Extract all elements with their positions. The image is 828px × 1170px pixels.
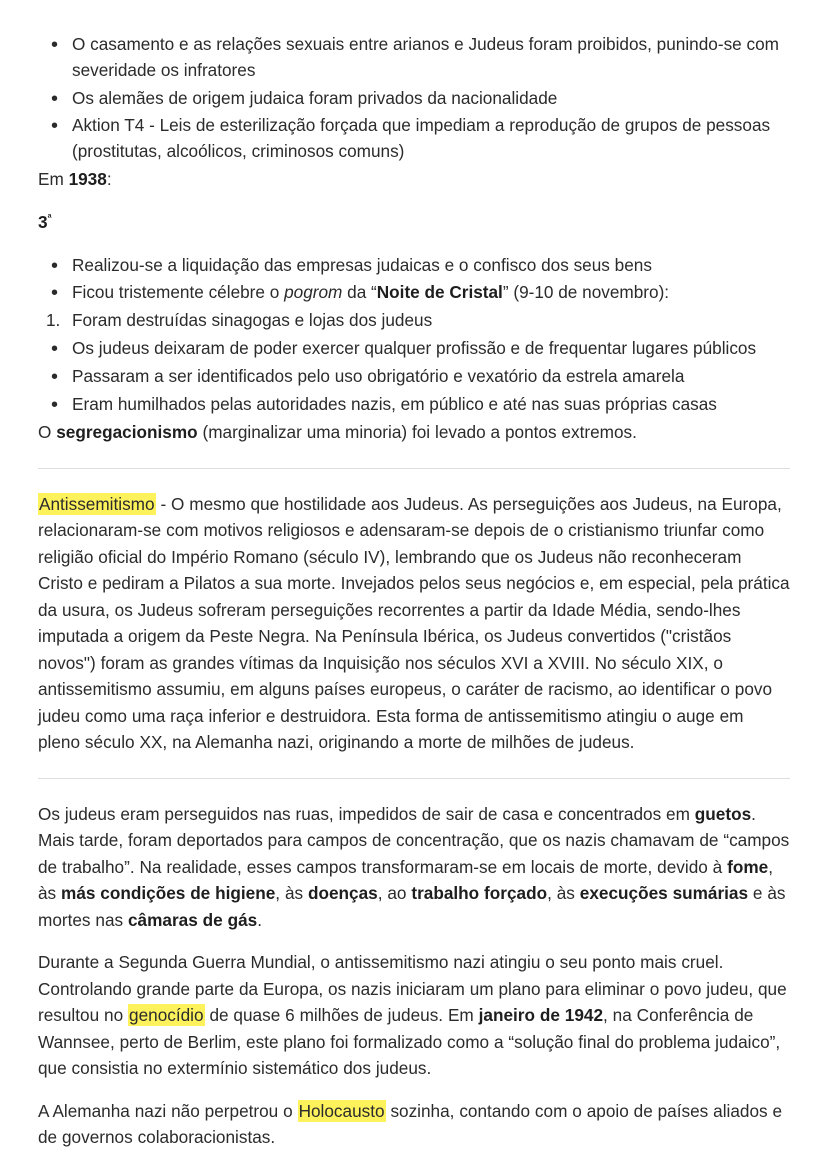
holocausto-s2: sozinha, contando com o apoio de países aliados e de governos colaboracionistas. <box>38 1100 783 1148</box>
list-item-text: O casamento e as relações sexuais entre arianos e Judeus foram proibidos, punindo-se com severidade os infratores <box>72 34 779 80</box>
noite-de-cristal-bold: Noite de Cristal <box>376 282 503 303</box>
bullet-list-1933-measures <box>38 32 790 165</box>
bullet-marker-icon: • <box>51 337 59 360</box>
number-marker: 1. <box>46 310 61 331</box>
list-item <box>38 113 790 165</box>
paragraph-antissemitismo <box>38 491 790 756</box>
paragraph-genocidio <box>38 949 790 1081</box>
list-item-text: Eram humilhados pelas autoridades nazis, em público e até nas suas próprias casas <box>72 393 717 414</box>
list-item <box>38 32 790 84</box>
pogrom-after: ” (9-10 de novembro): <box>502 282 670 303</box>
list-item-text: Os alemães de origem judaica foram privados da nacionalidade <box>72 87 558 108</box>
segregacionismo-term: segregacionismo <box>56 422 198 443</box>
list-item-noite-de-cristal <box>38 280 790 306</box>
list-item-text <box>72 282 669 302</box>
section-divider <box>38 778 790 779</box>
document-body <box>38 32 790 1151</box>
fome-term: fome <box>727 856 769 877</box>
em-1938-lead: Em <box>38 168 69 189</box>
paragraph-em-1938 <box>38 167 790 193</box>
guetos-s5: , ao <box>377 883 412 904</box>
antissemitismo-highlight: Antissemitismo <box>39 493 155 514</box>
list-item <box>38 253 790 279</box>
genocidio-s2: de quase 6 milhões de judeus. Em <box>204 1005 479 1026</box>
bullet-marker-icon: • <box>51 282 59 305</box>
trabalho-forcado-term: trabalho forçado <box>411 883 548 904</box>
heading-third-phase-ordinal: ª <box>47 212 52 225</box>
guetos-s7: e às mortes nas <box>38 883 786 930</box>
paragraph-guetos <box>38 801 790 933</box>
bullet-marker-icon: • <box>51 365 59 388</box>
doencas-term: doenças <box>307 883 378 904</box>
guetos-s1: Os judeus eram perseguidos nas ruas, impedidos de sair de casa e concentrados em <box>38 803 695 824</box>
pogrom-italic: pogrom <box>284 282 343 303</box>
list-item-text: Foram destruídas sinagogas e lojas dos judeus <box>72 310 433 331</box>
segregacionismo-lead: O <box>38 422 57 443</box>
list-item-text: Os judeus deixaram de poder exercer qualquer profissão e de frequentar lugares públicos <box>72 337 757 358</box>
heading-third-phase-number: 3 <box>38 211 48 232</box>
janeiro-1942-term: janeiro de 1942 <box>478 1005 604 1026</box>
em-1938-trail: : <box>106 168 112 189</box>
list-item <box>38 86 790 112</box>
list-item <box>38 392 790 418</box>
holocausto-s1: A Alemanha nazi não perpetrou o <box>38 1100 298 1121</box>
em-1938-year: 1938 <box>68 168 107 189</box>
paragraph-segregacionismo <box>38 419 790 445</box>
heading-third-phase <box>38 210 790 236</box>
list-item-text: Passaram a ser identificados pelo uso obrigatório e vexatório da estrela amarela <box>72 365 685 386</box>
list-item-text: Realizou-se a liquidação das empresas judaicas e o confisco dos seus bens <box>72 254 652 275</box>
bullet-marker-icon: • <box>51 87 59 110</box>
guetos-s2: . Mais tarde, foram deportados para campos de concentração, que os nazis chamavam de “campos de trabalho”. Na realidade, esses campos transformaram-se em locais de morte, devido à <box>38 803 790 877</box>
pogrom-between: da “ <box>342 282 377 303</box>
bullet-list-1938-measures <box>38 253 790 418</box>
bullet-marker-icon: • <box>51 254 59 277</box>
list-item-text: Aktion T4 - Leis de esterilização forçada que impediam a reprodução de grupos de pessoas (prostitutas, alcoólicos, criminosos comuns) <box>72 115 771 162</box>
holocausto-highlight: Holocausto <box>298 1100 385 1121</box>
guetos-term: guetos <box>694 803 752 824</box>
guetos-s4: , às <box>275 883 308 904</box>
antissemitismo-body: - O mesmo que hostilidade aos Judeus. As perseguições aos Judeus, na Europa, relacionaram-se com motivos religiosos e adensaram-se depois de o cristianismo triunfar como religião oficial do Império Romano (século IV), lembrando que os Judeus não reconheceram Cristo e pediram a Pilatos a sua morte. Invejados pelos seus negócios e, em especial, pela prática da usura, os Judeus sofreram perseguições recorrentes a partir da Idade Média, sendo-lhes imputada a origem da Peste Negra. Na Península Ibérica, os Judeus convertidos ("cristãos novos") foram as grandes vítimas da Inquisição nos séculos XVI a XVIII. No século XIX, o antissemitismo assumiu, em alguns países europeus, o caráter de racismo, ao identificar o povo judeu como uma raça inferior e destruidora. Esta forma de antissemitismo atingiu o auge em pleno século XX, na Alemanha nazi, originando a morte de milhões de judeus. <box>38 493 790 753</box>
list-item <box>38 364 790 390</box>
guetos-s3: , às <box>38 856 773 904</box>
camaras-de-gas-term: câmaras de gás <box>128 909 258 930</box>
section-divider <box>38 468 790 469</box>
genocidio-highlight: genocídio <box>129 1005 204 1026</box>
paragraph-holocausto <box>38 1098 790 1151</box>
genocidio-s3: , na Conferência de Wannsee, perto de Berlim, este plano foi formalizado como a “solução final do problema judaico”, que consistia no extermínio sistemático dos judeus. <box>38 1005 781 1079</box>
pogrom-lead: Ficou tristemente célebre o <box>72 282 285 303</box>
genocidio-s1: Durante a Segunda Guerra Mundial, o antissemitismo nazi atingiu o seu ponto mais cruel. Controlando grande parte da Europa, os nazis iniciaram um plano para eliminar o povo judeu, que resultou no <box>38 952 787 1026</box>
bullet-marker-icon: • <box>51 393 59 416</box>
execucoes-sumarias-term: execuções sumárias <box>579 883 749 904</box>
guetos-s8: . <box>257 909 262 930</box>
list-item <box>38 336 790 362</box>
segregacionismo-trail: (marginalizar uma minoria) foi levado a pontos extremos. <box>197 422 637 443</box>
list-item-numbered <box>38 308 790 334</box>
bullet-marker-icon: • <box>51 34 59 56</box>
guetos-s6: , às <box>547 883 580 904</box>
condicoes-higiene-term: más condições de higiene <box>61 883 276 904</box>
bullet-marker-icon: • <box>51 115 59 138</box>
